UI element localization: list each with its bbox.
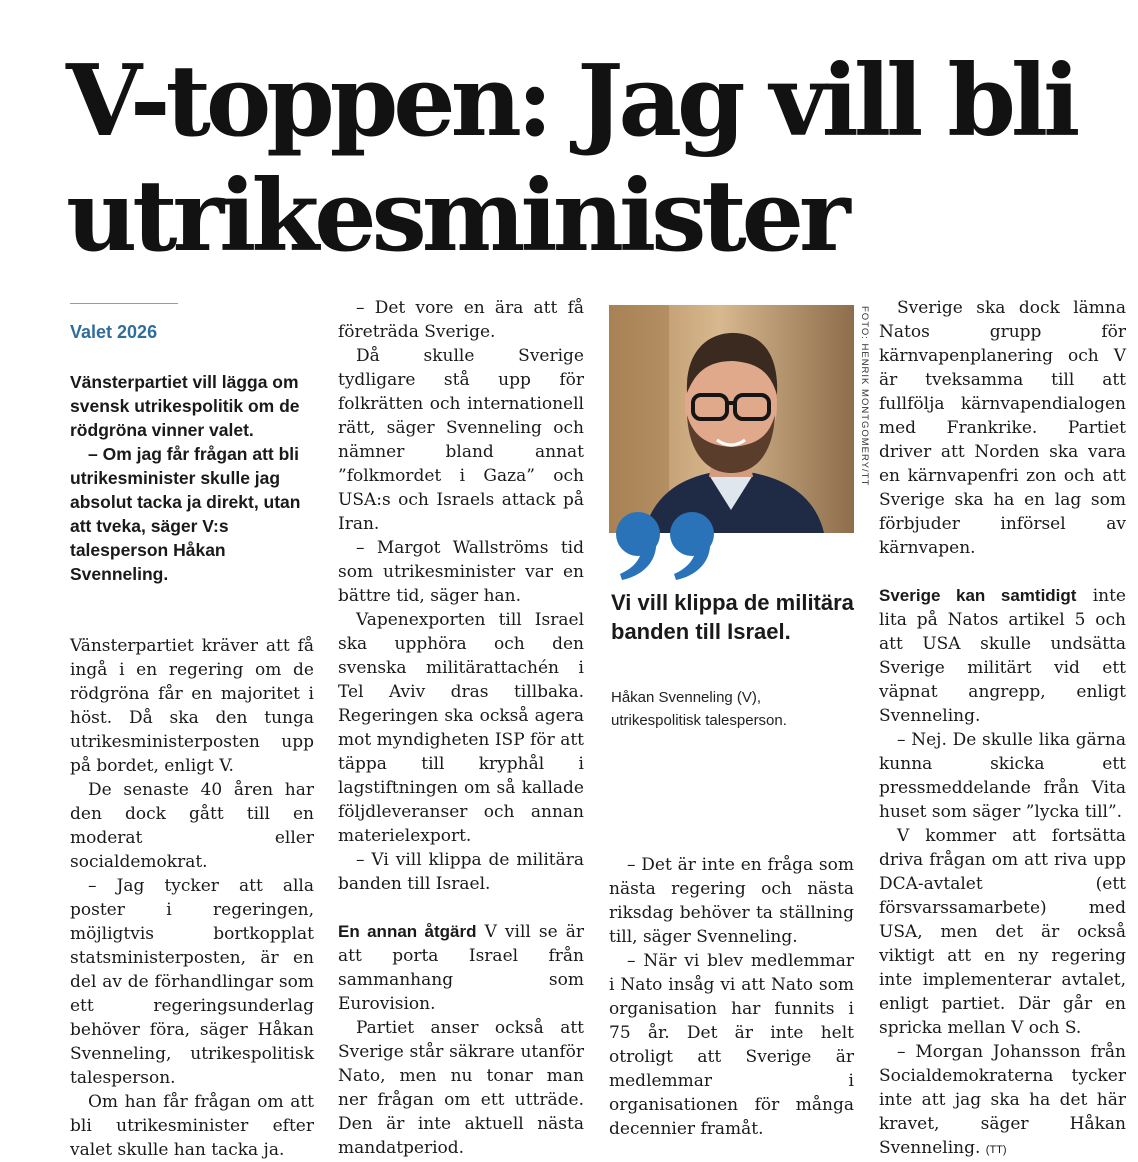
section-rule: [70, 303, 178, 304]
body-paragraph: – Det är inte en fråga som nästa regering och nästa riksdag behöver ta ställning till, säger Svenneling.: [609, 855, 854, 947]
runin-heading: En annan åtgärd: [338, 922, 477, 941]
body-paragraph: Vänsterpartiet kräver att få ingå i en regering om de rödgröna får en majoritet i höst. Då ska den tunga utrikesministerposten upp på bordet, enligt V.: [70, 636, 314, 776]
lead-paragraph: [70, 370, 314, 586]
body-paragraph: Om han får frågan om att bli utrikesminister efter valet skulle han tacka ja.: [70, 1092, 314, 1160]
lead-sentence: Vänsterpartiet vill lägga om svensk utrikespolitik om de rödgröna vinner valet.: [70, 372, 300, 440]
runin-text: V vill se är att porta Israel från sammanhang som Eurovision.: [338, 922, 585, 1014]
body-paragraph: V kommer att fortsätta driva frågan om att riva upp DCA-avtalet (ett försvarssamarbete) med USA, men det är också viktigt att en ny regering inte implementerar avtalet, enligt partiet. Där går en spricka mellan V och S.: [879, 826, 1126, 1038]
body-paragraph: – Det vore en ära att få företräda Sverige.: [338, 298, 584, 342]
body-paragraph: – När vi blev medlemmar i Nato insåg vi att Nato som organisation har funnits i 75 år. Det är inte helt otroligt att Sverige är medlemmar i organisationen för många decennier framåt.: [609, 951, 854, 1139]
pull-quote-attribution: Håkan Svenneling (V), utrikespolitisk talesperson.: [611, 689, 787, 729]
photo-credit: FOTO: HENRIK MONTGOMERY/TT: [859, 306, 870, 487]
body-paragraph: De senaste 40 åren har den dock gått till en moderat eller socialdemokrat.: [70, 780, 314, 872]
source-tag: (TT): [985, 1144, 1007, 1156]
body-paragraph: [879, 1040, 1126, 1162]
portrait-illustration: [609, 305, 854, 533]
pull-quote: Vi vill klippa de militära banden till Israel.: [611, 590, 854, 644]
body-paragraph: – Nej. De skulle lika gärna kunna skicka ett pressmeddelande från Vita huset som säger ”lycka till”.: [879, 730, 1126, 822]
quote-mark-icon: [612, 510, 724, 582]
body-paragraph: Sverige ska dock lämna Natos grupp för kärnvapenplanering och V är tveksamma till att fullfölja kärnvapendialogen med Frankrike. Partiet driver att Norden ska vara en kärnvapenfri zon och att Sverige ska ha en lag som förbjuder införsel av kärnvapen.: [879, 298, 1126, 558]
runin-heading: Sverige kan samtidigt: [879, 586, 1077, 605]
section-label: Valet 2026: [70, 322, 158, 342]
column-1: [70, 634, 314, 1162]
body-paragraph: – Margot Wallströms tid som utrikesminister var en bättre tid, säger han.: [338, 538, 584, 606]
body-paragraph: Vapenexporten till Israel ska upphöra och den svenska militärattachén i Tel Aviv dras tillbaka. Regeringen ska också agera mot myndigheten ISP för att täppa till kryphål i lagstiftningen om så kallade följdleveranser och annan materielexport.: [338, 610, 584, 846]
lead-quote: – Om jag får frågan att bli utrikesminister skulle jag absolut tacka ja direkt, utan att tveka, säger V:s talesperson Håkan Svenneling.: [70, 444, 301, 584]
column-4: [879, 296, 1126, 1162]
portrait-photo: [609, 305, 854, 533]
body-paragraph: – Vi vill klippa de militära banden till Israel.: [338, 850, 584, 894]
body-paragraph: – Jag tycker att alla poster i regeringen, möjligtvis bortkopplat statsministerposten, är en del av de förhandlingar som ett regeringsunderlag behöver föra, säger Håkan Svenneling, utrikespolitisk talesperson.: [70, 876, 314, 1088]
body-paragraph: Då skulle Sverige tydligare stå upp för folkrätten och internationell rätt, säger Svenneling och nämner bland annat ”folkmordet i Gaza” och USA:s och Israels attack på Iran.: [338, 346, 584, 534]
runin-paragraph: [879, 584, 1126, 728]
body-paragraph: Partiet anser också att Sverige står säkrare utanför Nato, men nu tonar man ner frågan om ett utträde. Den är inte aktuell nästa mandatperiod.: [338, 1018, 584, 1158]
headline: V-toppen: Jag vill bli utrikesminister: [66, 44, 1076, 274]
column-3: [609, 853, 854, 1141]
runin-paragraph: [338, 920, 584, 1016]
closing-text: – Morgan Johansson från Socialdemokraterna tycker inte att jag ska ha det här kravet, säger Håkan Svenneling.: [879, 1042, 1126, 1158]
runin-text: inte lita på Natos artikel 5 och att USA skulle undsätta Sverige militärt vid ett väpnat angrepp, enligt Svenneling.: [879, 586, 1126, 726]
column-2: [338, 296, 584, 1160]
